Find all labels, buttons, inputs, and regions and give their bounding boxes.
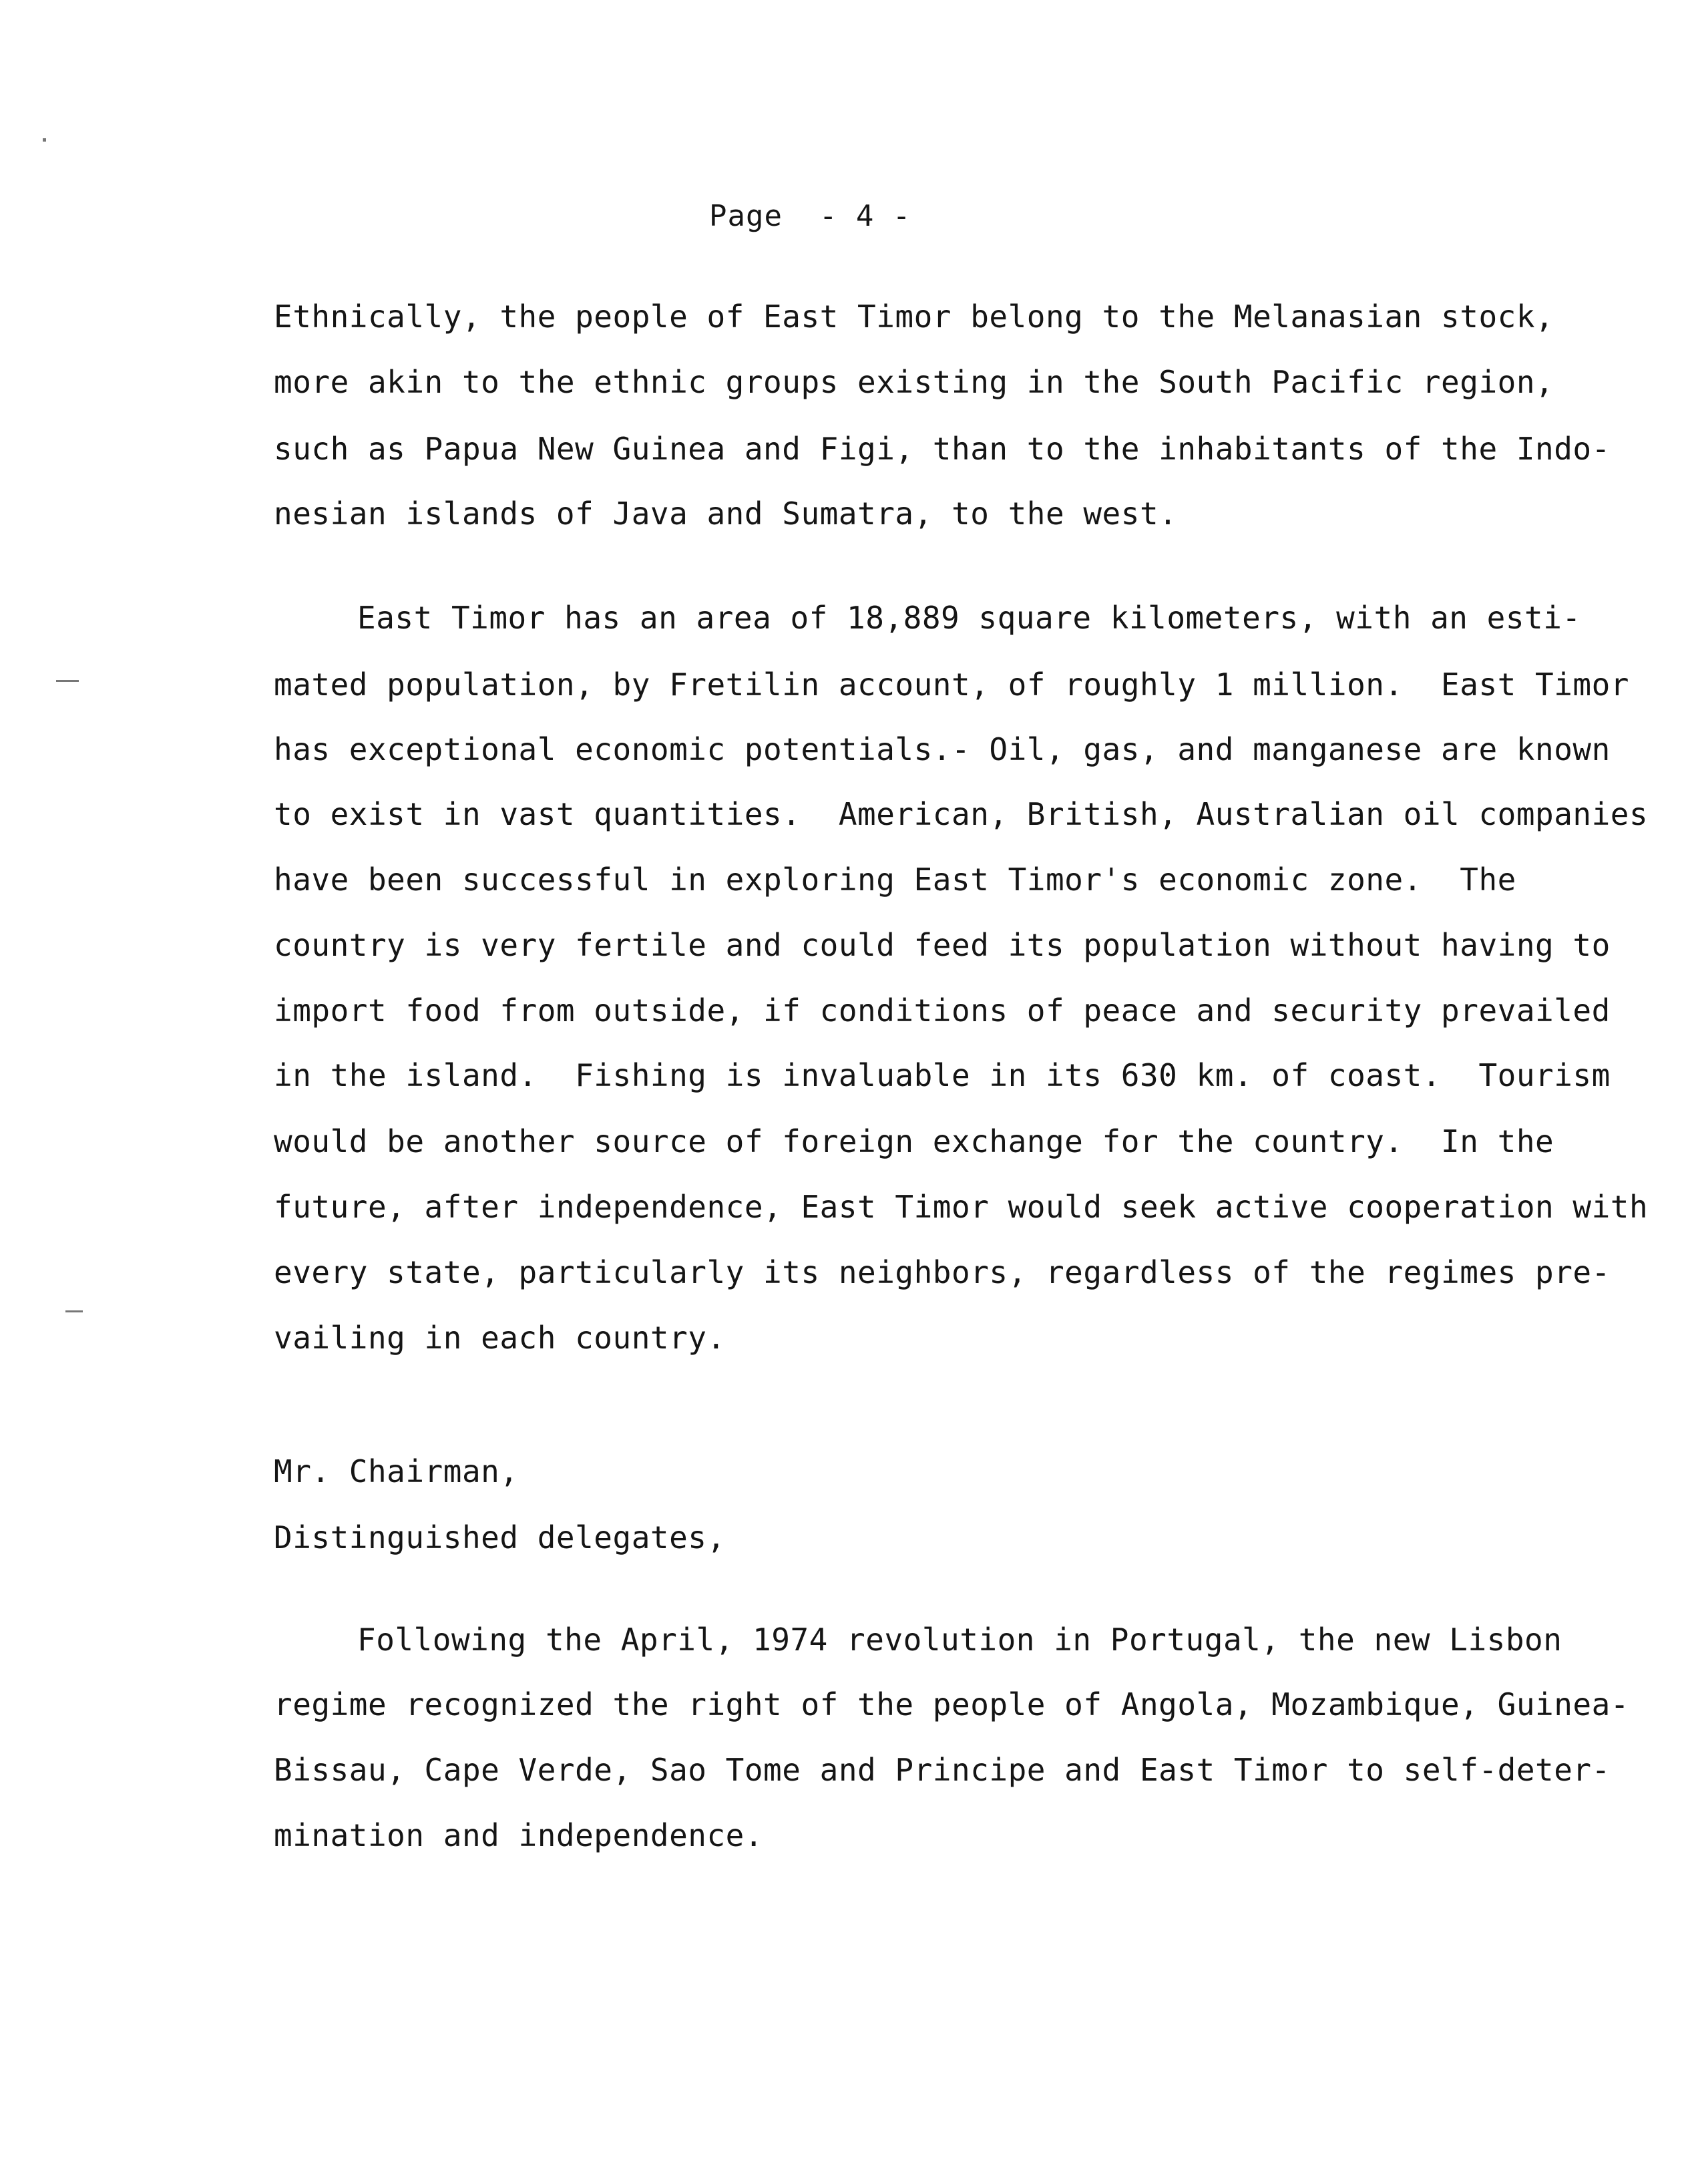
paragraph-line: East Timor has an area of 18,889 square kilometers, with an esti- [357,600,1581,636]
paragraph-line: to exist in vast quantities. American, British, Australian oil companies [274,796,1649,832]
paragraph-line: mated population, by Fretilin account, of roughly 1 million. East Timor [274,667,1629,703]
paragraph-line: import food from outside, if conditions of peace and security prevailed [274,992,1611,1029]
paragraph-line: more akin to the ethnic groups existing in the South Pacific region, [274,364,1554,400]
paragraph-line: such as Papua New Guinea and Figi, than to the inhabitants of the Indo- [274,431,1611,467]
paragraph-line: vailing in each country. [274,1320,726,1356]
paragraph-line: would be another source of foreign exchange for the country. In the [274,1123,1554,1159]
paragraph-line: have been successful in exploring East Timor's economic zone. The [274,862,1516,898]
paragraph-line: every state, particularly its neighbors, regardless of the regimes pre- [274,1254,1611,1290]
scan-mark [56,680,79,682]
paragraph-line: Following the April, 1974 revolution in Portugal, the new Lisbon [357,1622,1562,1658]
salutation-line: Mr. Chairman, [274,1453,519,1489]
salutation-line: Distinguished delegates, [274,1519,726,1556]
scan-mark [65,1310,83,1312]
paragraph-line: Ethnically, the people of East Timor belong to the Melanasian stock, [274,299,1554,335]
paragraph-line: nesian islands of Java and Sumatra, to the west. [274,496,1178,532]
paragraph-line: country is very fertile and could feed its population without having to [274,927,1611,963]
paragraph-line: has exceptional economic potentials.- Oil, gas, and manganese are known [274,731,1611,767]
paragraph-line: future, after independence, East Timor would seek active cooperation with [274,1189,1649,1225]
page-number: Page - 4 - [709,199,911,233]
paragraph-line: mination and independence. [274,1817,764,1853]
scan-mark [43,138,46,142]
paragraph-line: Bissau, Cape Verde, Sao Tome and Principe and East Timor to self-deter- [274,1752,1611,1788]
paragraph-line: regime recognized the right of the people of Angola, Mozambique, Guinea- [274,1686,1629,1722]
paragraph-line: in the island. Fishing is invaluable in its 630 km. of coast. Tourism [274,1057,1611,1093]
